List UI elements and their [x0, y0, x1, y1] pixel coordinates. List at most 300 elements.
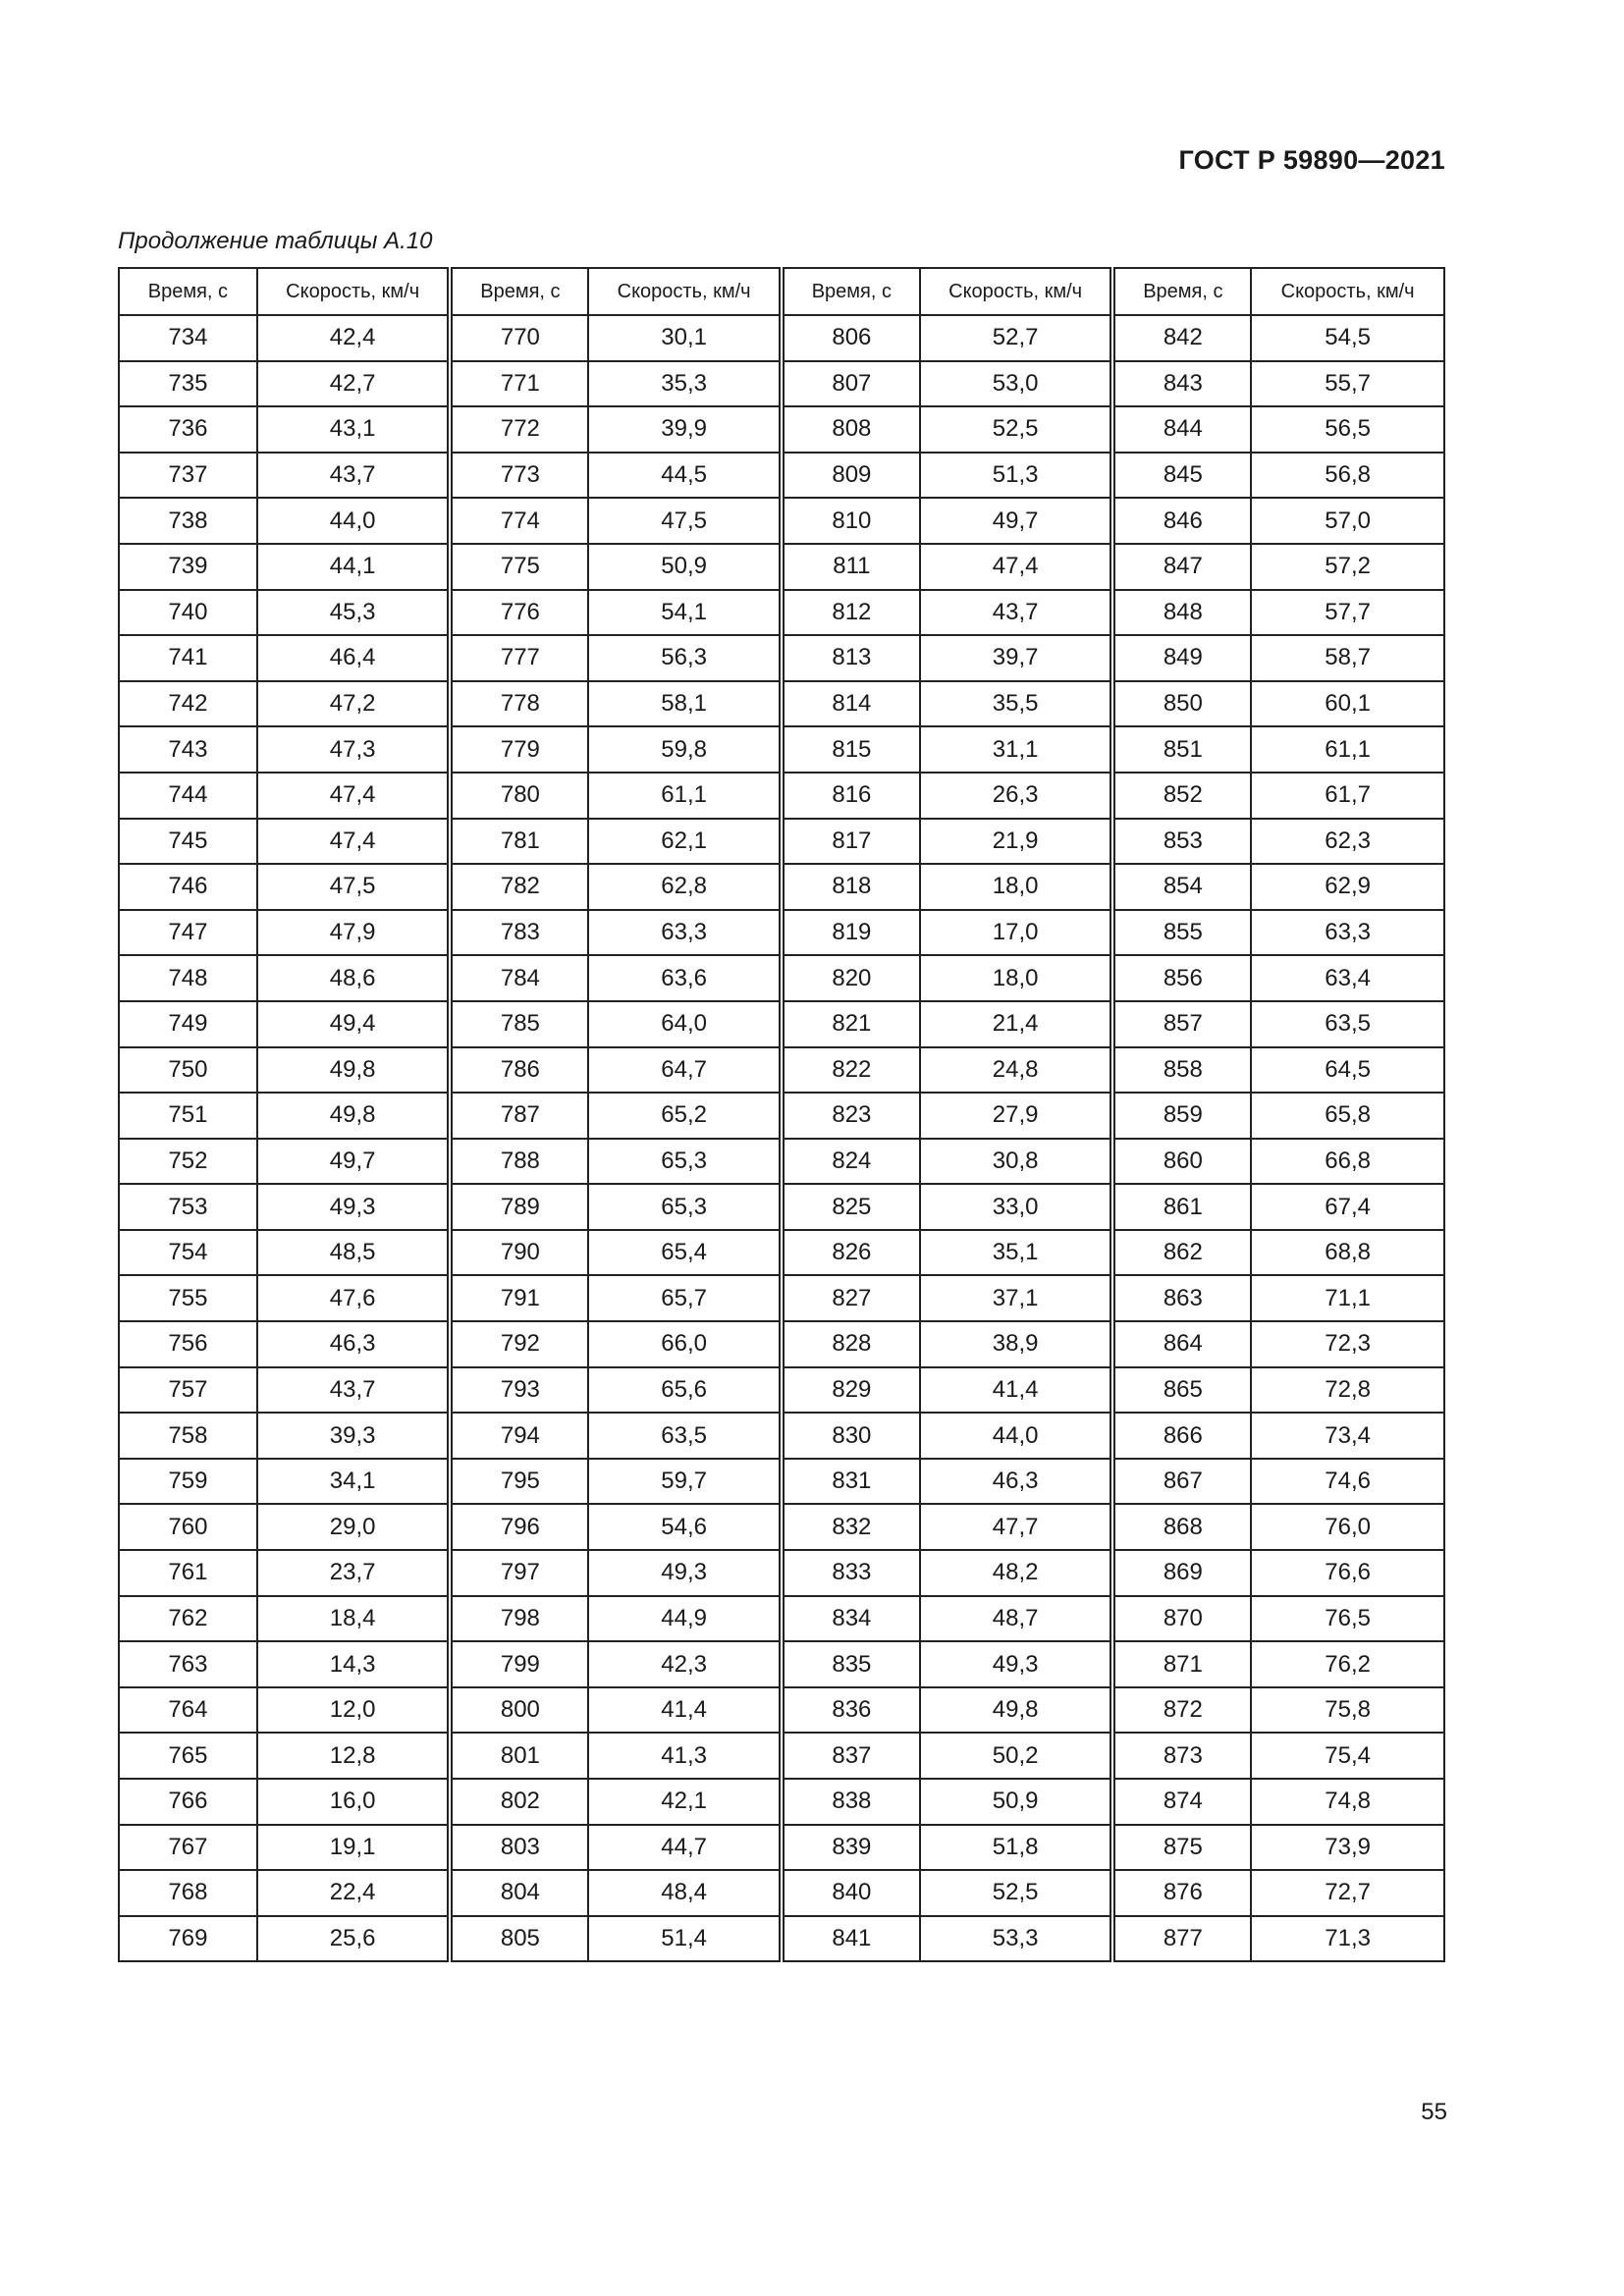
time-cell: 750	[119, 1047, 257, 1094]
speed-time-table	[118, 267, 1445, 1962]
speed-cell: 35,1	[920, 1230, 1113, 1276]
speed-cell: 14,3	[257, 1641, 451, 1687]
speed-cell: 66,8	[1251, 1139, 1444, 1185]
column-header-time: Время, с	[450, 268, 588, 315]
speed-cell: 61,1	[588, 773, 782, 819]
speed-cell: 73,9	[1251, 1825, 1444, 1871]
table-row	[119, 498, 1444, 544]
table-row	[119, 635, 1444, 681]
speed-cell: 19,1	[257, 1825, 451, 1871]
time-cell: 755	[119, 1275, 257, 1321]
time-cell: 742	[119, 681, 257, 727]
time-cell: 793	[450, 1367, 588, 1414]
speed-cell: 62,9	[1251, 864, 1444, 910]
speed-cell: 54,1	[588, 590, 782, 636]
speed-cell: 39,7	[920, 635, 1113, 681]
speed-cell: 46,3	[920, 1459, 1113, 1505]
table-row	[119, 1687, 1444, 1734]
time-cell: 871	[1112, 1641, 1251, 1687]
table-header-row	[119, 268, 1444, 315]
time-cell: 788	[450, 1139, 588, 1185]
speed-cell: 33,0	[920, 1184, 1113, 1230]
time-cell: 767	[119, 1825, 257, 1871]
time-cell: 860	[1112, 1139, 1251, 1185]
speed-cell: 48,5	[257, 1230, 451, 1276]
time-cell: 866	[1112, 1413, 1251, 1459]
speed-cell: 25,6	[257, 1916, 451, 1962]
speed-cell: 57,0	[1251, 498, 1444, 544]
speed-cell: 46,4	[257, 635, 451, 681]
speed-cell: 30,1	[588, 315, 782, 361]
time-cell: 771	[450, 361, 588, 407]
speed-cell: 49,8	[257, 1093, 451, 1139]
time-cell: 756	[119, 1321, 257, 1367]
speed-cell: 47,4	[257, 819, 451, 865]
speed-cell: 56,3	[588, 635, 782, 681]
speed-cell: 41,3	[588, 1733, 782, 1779]
time-cell: 848	[1112, 590, 1251, 636]
speed-cell: 47,4	[257, 773, 451, 819]
document-number: ГОСТ Р 59890—2021	[1178, 145, 1445, 175]
table-row	[119, 864, 1444, 910]
time-cell: 819	[782, 910, 920, 956]
time-cell: 766	[119, 1779, 257, 1825]
time-cell: 748	[119, 955, 257, 1001]
speed-cell: 47,6	[257, 1275, 451, 1321]
speed-cell: 49,7	[257, 1139, 451, 1185]
time-cell: 799	[450, 1641, 588, 1687]
speed-cell: 52,7	[920, 315, 1113, 361]
speed-cell: 37,1	[920, 1275, 1113, 1321]
table-row	[119, 910, 1444, 956]
speed-cell: 44,1	[257, 544, 451, 590]
speed-cell: 47,5	[588, 498, 782, 544]
time-cell: 838	[782, 1779, 920, 1825]
time-cell: 834	[782, 1596, 920, 1642]
time-cell: 857	[1112, 1001, 1251, 1047]
speed-cell: 62,3	[1251, 819, 1444, 865]
time-cell: 749	[119, 1001, 257, 1047]
speed-cell: 21,4	[920, 1001, 1113, 1047]
table-row	[119, 1139, 1444, 1185]
speed-cell: 21,9	[920, 819, 1113, 865]
speed-cell: 48,6	[257, 955, 451, 1001]
table-row	[119, 1230, 1444, 1276]
speed-cell: 22,4	[257, 1870, 451, 1916]
table-row	[119, 453, 1444, 499]
speed-cell: 65,3	[588, 1184, 782, 1230]
speed-cell: 50,9	[588, 544, 782, 590]
speed-cell: 41,4	[920, 1367, 1113, 1414]
table-row	[119, 406, 1444, 453]
speed-cell: 27,9	[920, 1093, 1113, 1139]
speed-cell: 51,4	[588, 1916, 782, 1962]
time-cell: 858	[1112, 1047, 1251, 1094]
speed-cell: 65,6	[588, 1367, 782, 1414]
table-caption: Продолжение таблицы А.10	[118, 228, 433, 254]
speed-cell: 63,5	[1251, 1001, 1444, 1047]
time-cell: 845	[1112, 453, 1251, 499]
time-cell: 734	[119, 315, 257, 361]
time-cell: 775	[450, 544, 588, 590]
speed-cell: 75,8	[1251, 1687, 1444, 1734]
table-row	[119, 1870, 1444, 1916]
speed-cell: 76,2	[1251, 1641, 1444, 1687]
speed-cell: 51,8	[920, 1825, 1113, 1871]
time-cell: 739	[119, 544, 257, 590]
speed-cell: 50,9	[920, 1779, 1113, 1825]
table-row	[119, 819, 1444, 865]
time-cell: 738	[119, 498, 257, 544]
speed-cell: 76,6	[1251, 1550, 1444, 1596]
speed-cell: 23,7	[257, 1550, 451, 1596]
time-cell: 762	[119, 1596, 257, 1642]
speed-cell: 58,1	[588, 681, 782, 727]
speed-cell: 51,3	[920, 453, 1113, 499]
speed-cell: 49,7	[920, 498, 1113, 544]
speed-cell: 43,1	[257, 406, 451, 453]
time-cell: 768	[119, 1870, 257, 1916]
speed-cell: 42,7	[257, 361, 451, 407]
time-cell: 827	[782, 1275, 920, 1321]
speed-cell: 65,2	[588, 1093, 782, 1139]
speed-cell: 64,5	[1251, 1047, 1444, 1094]
speed-cell: 63,4	[1251, 955, 1444, 1001]
time-cell: 800	[450, 1687, 588, 1734]
time-cell: 744	[119, 773, 257, 819]
time-cell: 753	[119, 1184, 257, 1230]
time-cell: 835	[782, 1641, 920, 1687]
time-cell: 778	[450, 681, 588, 727]
speed-cell: 53,3	[920, 1916, 1113, 1962]
speed-cell: 12,0	[257, 1687, 451, 1734]
time-cell: 761	[119, 1550, 257, 1596]
time-cell: 817	[782, 819, 920, 865]
speed-cell: 48,2	[920, 1550, 1113, 1596]
time-cell: 789	[450, 1184, 588, 1230]
time-cell: 859	[1112, 1093, 1251, 1139]
time-cell: 796	[450, 1504, 588, 1550]
time-cell: 820	[782, 955, 920, 1001]
speed-cell: 72,7	[1251, 1870, 1444, 1916]
table-row	[119, 1047, 1444, 1094]
speed-cell: 49,3	[588, 1550, 782, 1596]
time-cell: 823	[782, 1093, 920, 1139]
table-row	[119, 1733, 1444, 1779]
time-cell: 810	[782, 498, 920, 544]
speed-cell: 65,7	[588, 1275, 782, 1321]
time-cell: 862	[1112, 1230, 1251, 1276]
time-cell: 829	[782, 1367, 920, 1414]
time-cell: 877	[1112, 1916, 1251, 1962]
time-cell: 811	[782, 544, 920, 590]
time-cell: 843	[1112, 361, 1251, 407]
time-cell: 798	[450, 1596, 588, 1642]
table-row	[119, 1367, 1444, 1414]
time-cell: 852	[1112, 773, 1251, 819]
time-cell: 874	[1112, 1779, 1251, 1825]
time-cell: 745	[119, 819, 257, 865]
speed-cell: 63,5	[588, 1413, 782, 1459]
table-row	[119, 1275, 1444, 1321]
speed-cell: 67,4	[1251, 1184, 1444, 1230]
speed-cell: 60,1	[1251, 681, 1444, 727]
speed-cell: 59,8	[588, 726, 782, 773]
table-body	[119, 315, 1444, 1961]
table-row	[119, 1550, 1444, 1596]
table-row	[119, 1596, 1444, 1642]
time-cell: 746	[119, 864, 257, 910]
time-cell: 804	[450, 1870, 588, 1916]
speed-cell: 41,4	[588, 1687, 782, 1734]
speed-cell: 57,2	[1251, 544, 1444, 590]
time-cell: 837	[782, 1733, 920, 1779]
speed-cell: 66,0	[588, 1321, 782, 1367]
time-cell: 805	[450, 1916, 588, 1962]
time-cell: 751	[119, 1093, 257, 1139]
time-cell: 814	[782, 681, 920, 727]
time-cell: 752	[119, 1139, 257, 1185]
time-cell: 830	[782, 1413, 920, 1459]
time-cell: 850	[1112, 681, 1251, 727]
time-cell: 758	[119, 1413, 257, 1459]
table-row	[119, 1779, 1444, 1825]
time-cell: 740	[119, 590, 257, 636]
speed-cell: 42,1	[588, 1779, 782, 1825]
speed-cell: 17,0	[920, 910, 1113, 956]
time-cell: 839	[782, 1825, 920, 1871]
time-cell: 764	[119, 1687, 257, 1734]
speed-cell: 49,8	[257, 1047, 451, 1094]
time-cell: 875	[1112, 1825, 1251, 1871]
speed-cell: 44,0	[920, 1413, 1113, 1459]
speed-cell: 71,3	[1251, 1916, 1444, 1962]
speed-cell: 50,2	[920, 1733, 1113, 1779]
table-row	[119, 726, 1444, 773]
speed-cell: 29,0	[257, 1504, 451, 1550]
time-cell: 854	[1112, 864, 1251, 910]
time-cell: 868	[1112, 1504, 1251, 1550]
speed-cell: 44,9	[588, 1596, 782, 1642]
time-cell: 774	[450, 498, 588, 544]
speed-cell: 47,2	[257, 681, 451, 727]
time-cell: 863	[1112, 1275, 1251, 1321]
time-cell: 831	[782, 1459, 920, 1505]
time-cell: 773	[450, 453, 588, 499]
time-cell: 741	[119, 635, 257, 681]
speed-cell: 54,5	[1251, 315, 1444, 361]
speed-cell: 44,7	[588, 1825, 782, 1871]
speed-cell: 56,5	[1251, 406, 1444, 453]
time-cell: 780	[450, 773, 588, 819]
time-cell: 735	[119, 361, 257, 407]
speed-cell: 62,8	[588, 864, 782, 910]
speed-cell: 45,3	[257, 590, 451, 636]
time-cell: 801	[450, 1733, 588, 1779]
speed-cell: 76,5	[1251, 1596, 1444, 1642]
speed-cell: 75,4	[1251, 1733, 1444, 1779]
speed-cell: 74,8	[1251, 1779, 1444, 1825]
time-cell: 783	[450, 910, 588, 956]
time-cell: 770	[450, 315, 588, 361]
table-row	[119, 1504, 1444, 1550]
time-cell: 853	[1112, 819, 1251, 865]
table-row	[119, 590, 1444, 636]
time-cell: 851	[1112, 726, 1251, 773]
column-header-time: Время, с	[119, 268, 257, 315]
time-cell: 803	[450, 1825, 588, 1871]
time-cell: 736	[119, 406, 257, 453]
speed-cell: 59,7	[588, 1459, 782, 1505]
speed-cell: 65,3	[588, 1139, 782, 1185]
time-cell: 759	[119, 1459, 257, 1505]
speed-cell: 65,8	[1251, 1093, 1444, 1139]
time-cell: 763	[119, 1641, 257, 1687]
column-header-speed: Скорость, км/ч	[588, 268, 782, 315]
table-row	[119, 1093, 1444, 1139]
speed-cell: 63,3	[1251, 910, 1444, 956]
time-cell: 847	[1112, 544, 1251, 590]
speed-cell: 53,0	[920, 361, 1113, 407]
time-cell: 797	[450, 1550, 588, 1596]
speed-cell: 42,3	[588, 1641, 782, 1687]
time-cell: 791	[450, 1275, 588, 1321]
speed-cell: 57,7	[1251, 590, 1444, 636]
speed-cell: 49,4	[257, 1001, 451, 1047]
speed-cell: 64,0	[588, 1001, 782, 1047]
time-cell: 781	[450, 819, 588, 865]
speed-cell: 26,3	[920, 773, 1113, 819]
speed-cell: 71,1	[1251, 1275, 1444, 1321]
time-cell: 806	[782, 315, 920, 361]
time-cell: 821	[782, 1001, 920, 1047]
speed-cell: 76,0	[1251, 1504, 1444, 1550]
time-cell: 842	[1112, 315, 1251, 361]
time-cell: 760	[119, 1504, 257, 1550]
speed-cell: 31,1	[920, 726, 1113, 773]
column-header-speed: Скорость, км/ч	[257, 268, 451, 315]
time-cell: 776	[450, 590, 588, 636]
speed-cell: 73,4	[1251, 1413, 1444, 1459]
speed-cell: 61,1	[1251, 726, 1444, 773]
speed-cell: 18,0	[920, 955, 1113, 1001]
time-cell: 777	[450, 635, 588, 681]
speed-cell: 74,6	[1251, 1459, 1444, 1505]
speed-cell: 48,4	[588, 1870, 782, 1916]
speed-cell: 47,4	[920, 544, 1113, 590]
speed-cell: 47,5	[257, 864, 451, 910]
time-cell: 832	[782, 1504, 920, 1550]
time-cell: 787	[450, 1093, 588, 1139]
table-row	[119, 544, 1444, 590]
time-cell: 870	[1112, 1596, 1251, 1642]
time-cell: 747	[119, 910, 257, 956]
speed-cell: 62,1	[588, 819, 782, 865]
time-cell: 743	[119, 726, 257, 773]
table-row	[119, 1825, 1444, 1871]
table-row	[119, 1001, 1444, 1047]
speed-cell: 43,7	[257, 453, 451, 499]
speed-cell: 52,5	[920, 1870, 1113, 1916]
speed-cell: 55,7	[1251, 361, 1444, 407]
speed-cell: 24,8	[920, 1047, 1113, 1094]
time-cell: 826	[782, 1230, 920, 1276]
speed-cell: 38,9	[920, 1321, 1113, 1367]
time-cell: 782	[450, 864, 588, 910]
speed-cell: 30,8	[920, 1139, 1113, 1185]
time-cell: 737	[119, 453, 257, 499]
speed-cell: 18,0	[920, 864, 1113, 910]
time-cell: 779	[450, 726, 588, 773]
time-cell: 840	[782, 1870, 920, 1916]
table-row	[119, 1184, 1444, 1230]
time-cell: 786	[450, 1047, 588, 1094]
speed-cell: 39,3	[257, 1413, 451, 1459]
speed-cell: 58,7	[1251, 635, 1444, 681]
time-cell: 790	[450, 1230, 588, 1276]
speed-cell: 47,9	[257, 910, 451, 956]
time-cell: 861	[1112, 1184, 1251, 1230]
time-cell: 816	[782, 773, 920, 819]
speed-cell: 35,3	[588, 361, 782, 407]
speed-cell: 49,8	[920, 1687, 1113, 1734]
column-header-speed: Скорость, км/ч	[920, 268, 1113, 315]
time-cell: 815	[782, 726, 920, 773]
time-cell: 865	[1112, 1367, 1251, 1414]
time-cell: 795	[450, 1459, 588, 1505]
time-cell: 792	[450, 1321, 588, 1367]
time-cell: 813	[782, 635, 920, 681]
table-row	[119, 1321, 1444, 1367]
speed-cell: 49,3	[920, 1641, 1113, 1687]
time-cell: 822	[782, 1047, 920, 1094]
page-number: 55	[1421, 2099, 1447, 2125]
time-cell: 833	[782, 1550, 920, 1596]
column-header-time: Время, с	[1112, 268, 1251, 315]
time-cell: 844	[1112, 406, 1251, 453]
speed-cell: 72,8	[1251, 1367, 1444, 1414]
speed-cell: 35,5	[920, 681, 1113, 727]
speed-cell: 48,7	[920, 1596, 1113, 1642]
speed-cell: 61,7	[1251, 773, 1444, 819]
speed-cell: 72,3	[1251, 1321, 1444, 1367]
speed-cell: 44,0	[257, 498, 451, 544]
table-row	[119, 681, 1444, 727]
table-row	[119, 1916, 1444, 1962]
time-cell: 864	[1112, 1321, 1251, 1367]
speed-cell: 39,9	[588, 406, 782, 453]
table-row	[119, 1413, 1444, 1459]
time-cell: 812	[782, 590, 920, 636]
time-cell: 765	[119, 1733, 257, 1779]
table-row	[119, 315, 1444, 361]
speed-cell: 54,6	[588, 1504, 782, 1550]
time-cell: 836	[782, 1687, 920, 1734]
speed-cell: 42,4	[257, 315, 451, 361]
column-header-time: Время, с	[782, 268, 920, 315]
time-cell: 794	[450, 1413, 588, 1459]
speed-cell: 68,8	[1251, 1230, 1444, 1276]
speed-cell: 18,4	[257, 1596, 451, 1642]
speed-cell: 52,5	[920, 406, 1113, 453]
speed-cell: 43,7	[257, 1367, 451, 1414]
table-row	[119, 1459, 1444, 1505]
time-cell: 869	[1112, 1550, 1251, 1596]
table-row	[119, 361, 1444, 407]
time-cell: 757	[119, 1367, 257, 1414]
time-cell: 846	[1112, 498, 1251, 544]
speed-cell: 63,6	[588, 955, 782, 1001]
